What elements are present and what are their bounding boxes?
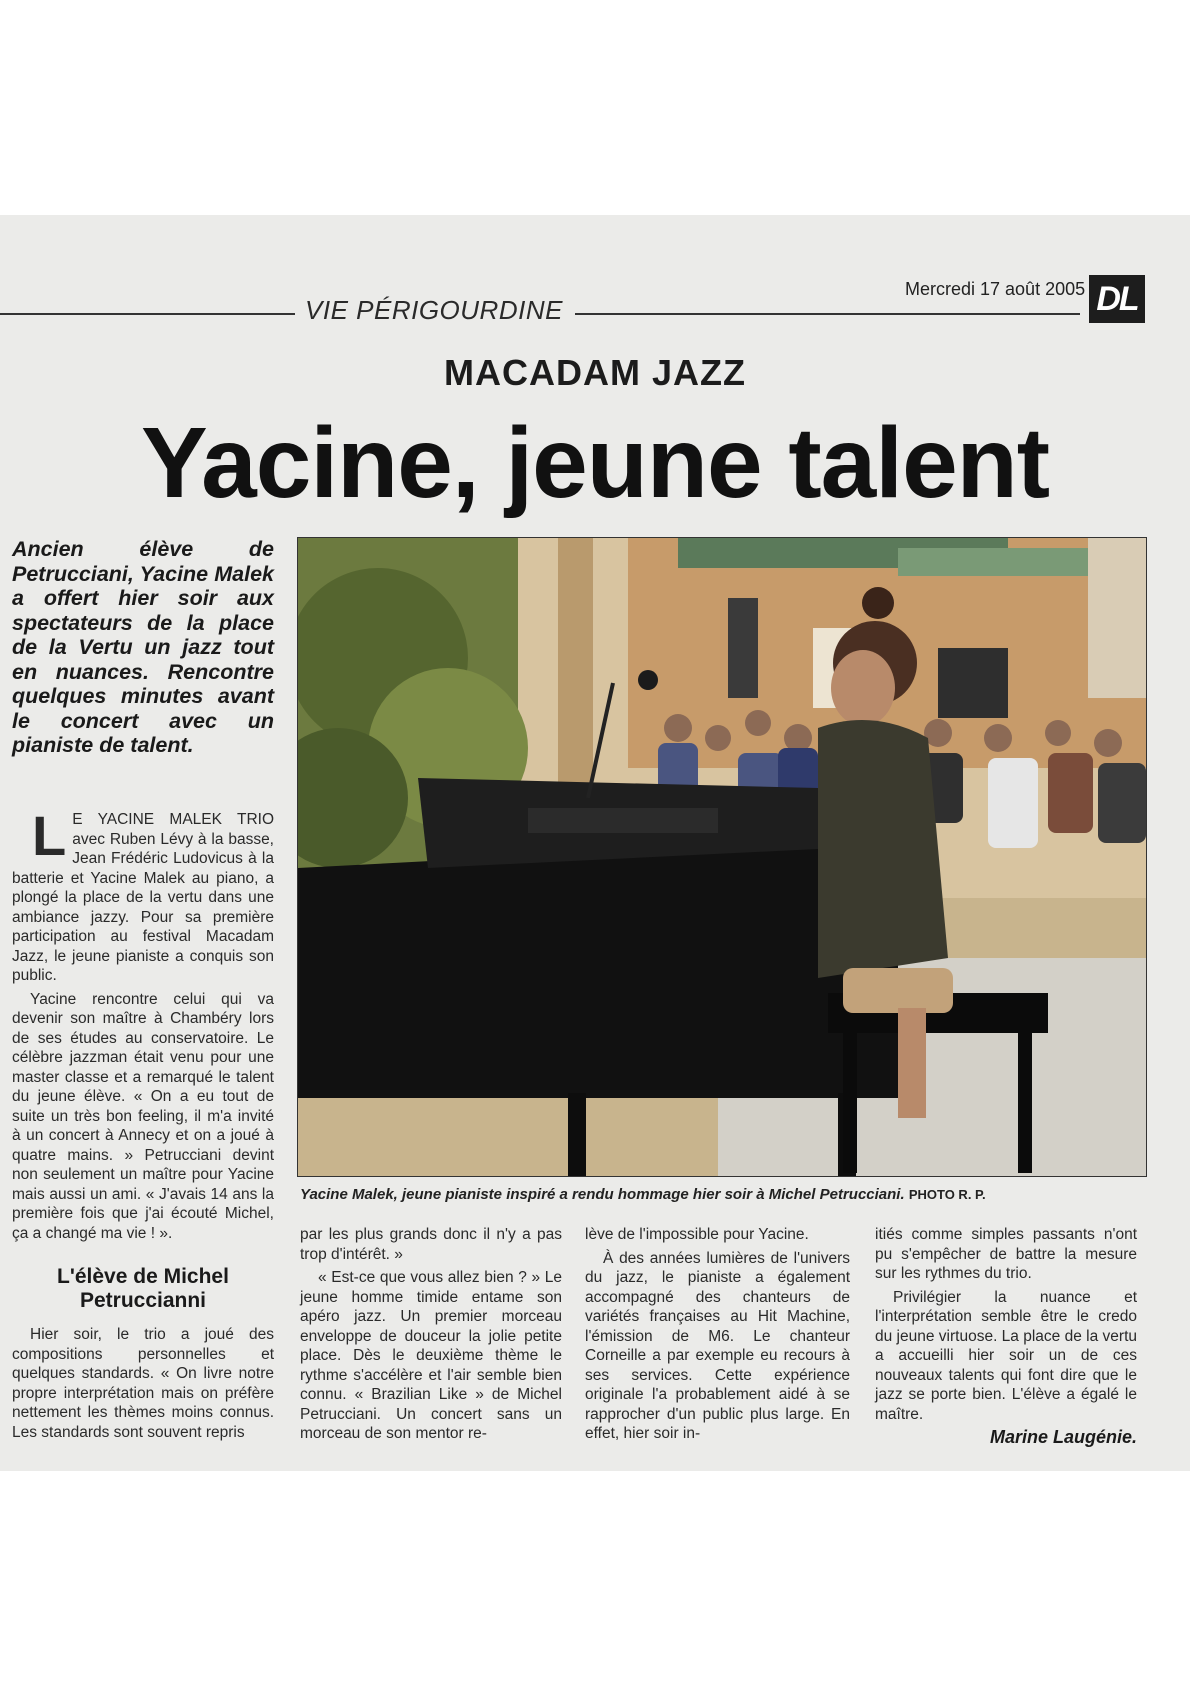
caption-text: Yacine Malek, jeune pianiste inspiré a rendu hommage hier soir à Michel Petrucciani. (300, 1186, 905, 1203)
article-subhead: L'élève de Michel Petruccianni (57, 1265, 229, 1312)
paragraph-intro (12, 804, 274, 986)
photo-credit: PHOTO R. P. (908, 1187, 986, 1202)
paragraph-6: lève de l'impossible pour Yacine. (585, 1226, 809, 1243)
paragraph-3: Hier soir, le trio a joué des compositions personnelles et quelques standards. « On livre notre propre interprétation mais on préfère nettement les thèmes moins connus. Les standards sont souvent repris (12, 1326, 274, 1441)
article-kicker: MACADAM JAZZ (444, 352, 746, 393)
paragraph-2: Yacine rencontre celui qui va devenir son maître à Chambéry lors de ses études au conservatoire. Le célèbre jazzman était venu pour une master classe et a remarqué le talent du jeune élève. « On a eu tout de suite un très bon feeling, il m'a invité à un concert à Annecy et on a joué à quatre mains. » Petrucciani devint non seulement un maître pour Yacine mais aussi un ami. « J'avais 14 ans la première fois que j'ai écouté Michel, ça a changé ma vie ! ». (12, 990, 274, 1242)
article-column-4 (875, 1225, 1137, 1424)
article-column-1-bottom (12, 1325, 274, 1442)
drop-cap: L (32, 804, 67, 867)
article-column-1 (12, 804, 274, 1243)
paragraph-7: À des années lumières de l'univers du jazz, le pianiste a également accompagné des chanteurs de variétés françaises au Hit Machine, l'émission de M6. Le chanteur Corneille a par exemple eu recours à ses services. Cette expérience originale l'a probablement aidé à se rapprocher d'un public plus large. En effet, hier soir in- (585, 1249, 850, 1442)
section-rule-right (575, 313, 1080, 315)
publication-date: Mercredi 17 août 2005 (905, 279, 1086, 299)
photo-caption (300, 1186, 1145, 1203)
concert-photo (298, 538, 1146, 1176)
section-title: VIE PÉRIGOURDINE (305, 295, 563, 325)
paragraph-8: itiés comme simples passants n'ont pu s'empêcher de battre la mesure sur les rythmes du trio. (875, 1226, 1137, 1282)
author-byline: Marine Laugénie. (989, 1427, 1137, 1447)
article-column-2 (300, 1225, 562, 1444)
section-rule-left (0, 313, 295, 315)
article-lead: Ancien élève de Petrucciani, Yacine Malek a offert hier soir aux spectateurs de la place de la Vertu un jazz tout en nuances. Rencontre quelques minutes avant le concert avec un pianiste de talent. (12, 537, 274, 757)
article-column-3 (585, 1225, 850, 1444)
paragraph-5: « Est-ce que vous allez bien ? » Le jeune homme timide entame son apéro jazz. Un premier morceau enveloppe de douceur la jolie petite place. Dès le deuxième thème le rythme s'accélère et l'air semble bien connu. « Brazilian Like » de Michel Petrucciani. Un concert sans un morceau de son mentor re- (300, 1269, 562, 1442)
paragraph-4: par les plus grands donc il n'y a pas trop d'intérêt. » (300, 1226, 562, 1263)
newspaper-logo: DL (1089, 275, 1145, 323)
paragraph-9: Privilégier la nuance et l'interprétation semble être le credo du jeune virtuose. La place de la vertu a accueilli hier soir un de ces nouveaux talents qui font dire que le jazz se porte bien. L'élève a égalé le maître. (875, 1288, 1137, 1423)
article-headline: Yacine, jeune talent (140, 407, 1050, 519)
paragraph-intro-text: E YACINE MALEK TRIO avec Ruben Lévy à la basse, Jean Frédéric Ludovicus à la batterie et Yacine Malek au piano, a plongé la place de la vertu dans une ambiance jazzy. Pour sa première participation au festival Macadam Jazz, le jeune pianiste a conquis son public. (12, 811, 274, 984)
